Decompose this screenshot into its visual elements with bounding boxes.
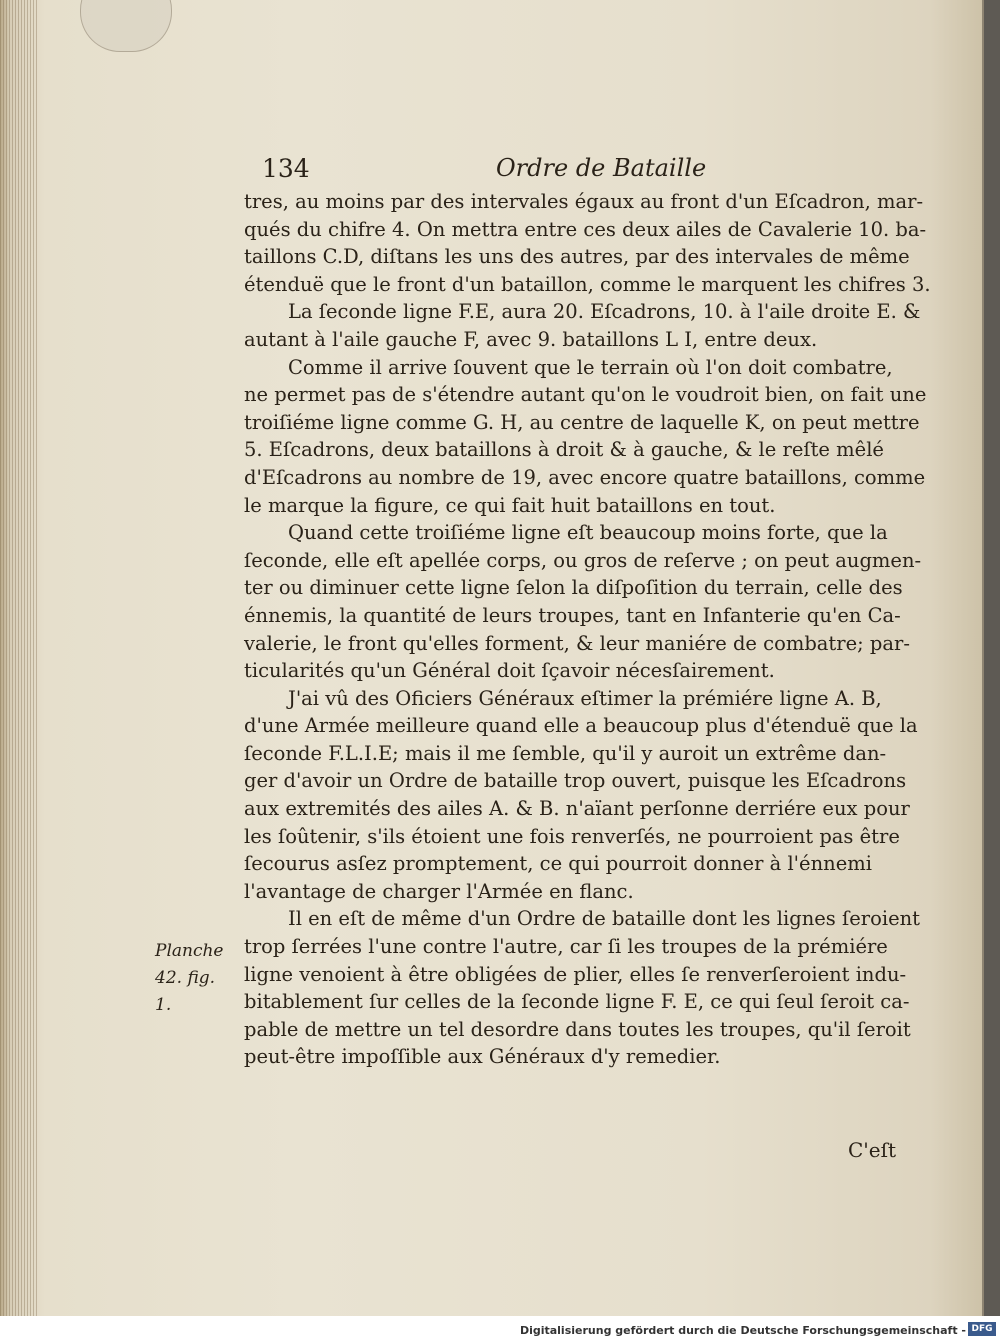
text-line: ger d'avoir un Ordre de bataille trop ouvert, puisque les Eſcadrons — [244, 769, 907, 793]
text-line: taillons C.D, diſtans les uns des autres, par des intervales de même — [244, 245, 910, 269]
text-line: Il en eſt de même d'un Ordre de bataille dont les lignes ſeroient — [288, 907, 921, 931]
text-line: ne permet pas de s'étendre autant qu'on le voudroit bien, on fait une — [244, 383, 927, 407]
text-line: ſeconde, elle eſt apellée corps, ou gros de reſerve ; on peut augmen- — [244, 548, 922, 572]
page-header — [260, 152, 900, 190]
text-line: Quand cette troiſiéme ligne eſt beaucoup moins forte, que la — [288, 521, 888, 545]
text-line: Comme il arrive ſouvent que le terrain où l'on doit combatre, — [288, 355, 893, 379]
text-line: l'avantage de charger l'Armée en flanc. — [244, 879, 634, 903]
margin-note-line-1: Planche — [155, 941, 224, 961]
text-line: le marque la figure, ce qui fait huit bataillons en tout. — [244, 493, 776, 517]
catchword: C'eſt — [848, 1138, 897, 1162]
funding-credit: Digitalisierung gefördert durch die Deutsche Forschungsgemeinschaft - — [519, 1324, 966, 1337]
text-line: pable de mettre un tel desordre dans toutes les troupes, qu'il ſeroit — [244, 1017, 911, 1041]
text-line: trop ſerrées l'une contre l'autre, car ſi les troupes de la prémiére — [244, 935, 888, 959]
page-stack-edge — [0, 0, 38, 1316]
text-line: ticularités qu'un Général doit ſçavoir nécesſairement. — [244, 659, 775, 683]
text-line: les ſoûtenir, s'ils étoient une fois renverſés, ne pourroient pas être — [244, 824, 900, 848]
text-line: J'ai vû des Oficiers Généraux eſtimer la prémiére ligne A. B, — [288, 686, 882, 710]
text-line: ter ou diminuer cette ligne ſelon la diſpoſition du terrain, celle des — [244, 576, 903, 600]
body-text — [244, 188, 931, 1071]
text-line: ligne venoient à être obligées de plier, elles ſe renverſeroient indu- — [244, 962, 907, 986]
text-line: qués du chifre 4. On mettra entre ces deux ailes de Cavalerie 10. ba- — [244, 217, 927, 241]
text-line: troiſiéme ligne comme G. H, au centre de laquelle K, on peut mettre — [244, 410, 920, 434]
text-line: valerie, le front qu'elles forment, & leur maniére de combatre; par- — [244, 631, 910, 655]
footer — [0, 1316, 1000, 1344]
text-line: étenduë que le front d'un bataillon, comme le marquent les chifres 3. — [244, 272, 931, 296]
running-head: Ordre de Bataille — [496, 154, 707, 182]
dfg-logo-icon: DFG — [968, 1322, 996, 1336]
page-number: 134 — [262, 154, 310, 183]
text-line: tres, au moins par des intervales égaux au front d'un Eſcadron, mar- — [244, 190, 924, 213]
text-line: d'une Armée meilleure quand elle a beaucoup plus d'étenduë que la — [244, 714, 918, 738]
text-line: ſecourus asſez promptement, ce qui pourroit donner à l'énnemi — [244, 852, 872, 876]
margin-note — [155, 938, 235, 1019]
text-line: aux extremités des ailes A. & B. n'aïant perſonne derriére eux pour — [244, 797, 910, 821]
text-line: ſeconde F.L.I.E; mais il me ſemble, qu'il y auroit un extrême dan- — [244, 741, 887, 765]
text-line: énnemis, la quantité de leurs troupes, tant en Infanterie qu'en Ca- — [244, 603, 901, 627]
text-line: d'Eſcadrons au nombre de 19, avec encore quatre bataillons, comme — [244, 465, 926, 489]
text-line: peut-être impoſſible aux Généraux d'y remedier. — [244, 1045, 721, 1069]
clip-mark — [80, 0, 172, 52]
text-line: 5. Eſcadrons, deux bataillons à droit & à gauche, & le reſte mêlé — [244, 438, 884, 462]
text-line: autant à l'aile gauche F, avec 9. bataillons L I, entre deux. — [244, 327, 818, 351]
text-line: bitablement ſur celles de la ſeconde ligne F. E, ce qui ſeul ſeroit ca- — [244, 990, 910, 1014]
margin-note-line-2: 42. fig. 1. — [155, 968, 216, 1015]
text-line: La ſeconde ligne F.E, aura 20. Eſcadrons, 10. à l'aile droite E. & — [288, 300, 921, 324]
